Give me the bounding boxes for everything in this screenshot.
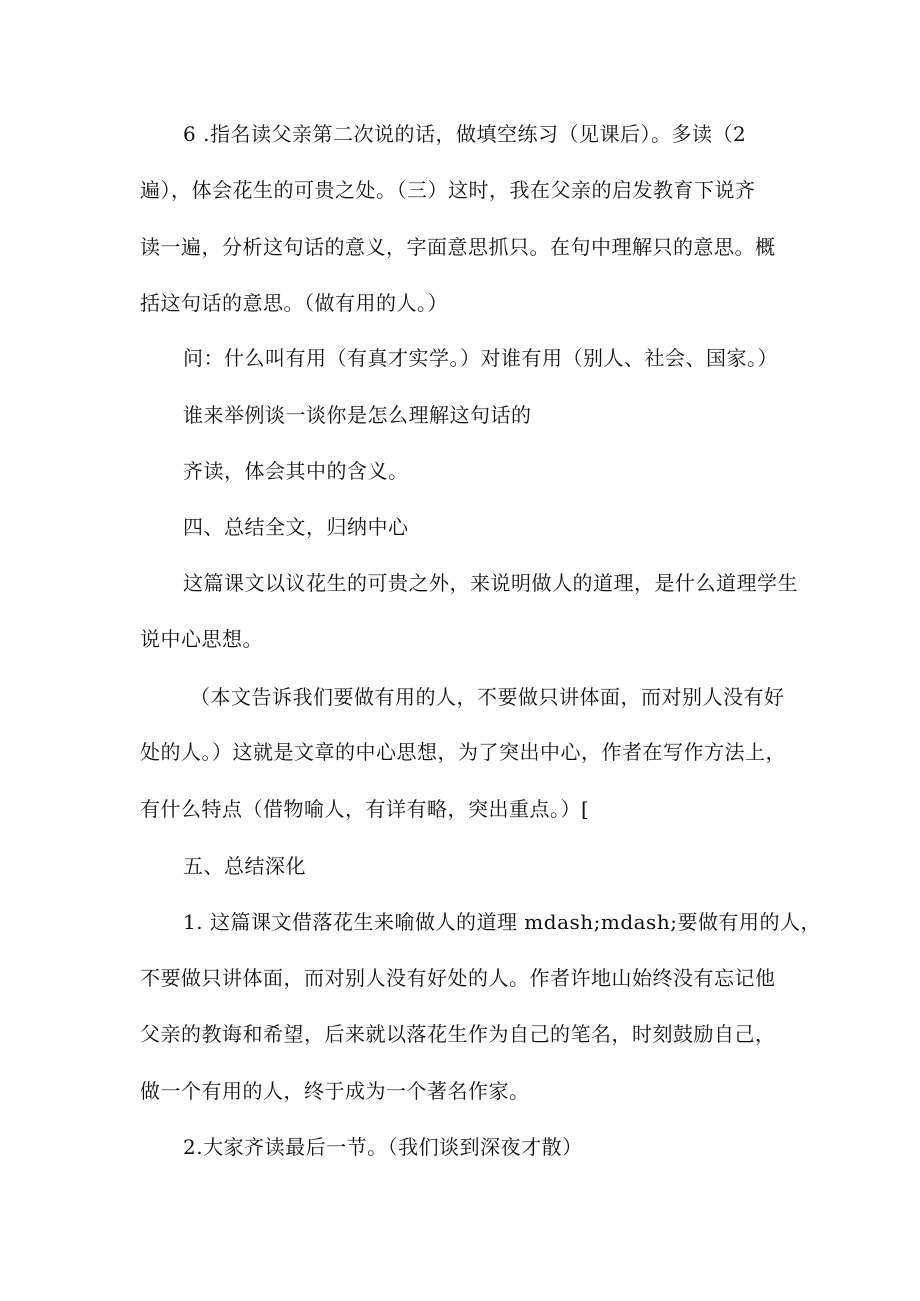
text-line-7: 齐读，体会其中的含义。 <box>183 459 409 483</box>
text-line-17: 父亲的教诲和希望，后来就以落花生作为自己的笔名，时刻鼓励自己， <box>140 1022 776 1046</box>
text-line-9: 这篇课文以议花生的可贵之外，来说明做人的道理，是什么道理学生 <box>183 571 798 595</box>
text-line-13: 有什么特点（借物喻人，有详有略，突出重点。）[ <box>140 797 590 821</box>
text-line-4: 括这句话的意思。（做有用的人。） <box>140 291 448 315</box>
text-line-12: 处的人。）这就是文章的中心思想，为了突出中心，作者在写作方法上， <box>140 740 786 764</box>
text-line-6: 谁来举例谈一谈你是怎么理解这句话的 <box>183 403 532 427</box>
text-line-3: 读一遍，分析这句话的意义，字面意思抓只。在句中理解只的意思。概 <box>140 235 776 259</box>
text-line-16: 不要做只讲体面，而对别人没有好处的人。作者许地山始终没有忘记他 <box>140 966 776 990</box>
section-heading-4: 四、总结全文，归纳中心 <box>183 515 409 539</box>
text-line-5: 问：什么叫有用（有真才实学。）对谁有用（别人、社会、国家。） <box>183 346 778 370</box>
text-line-1: 6 .指名读父亲第二次说的话，做填空练习（见课后）。多读（2 <box>183 122 747 146</box>
text-line-19: 2.大家齐读最后一节。（我们谈到深夜才散） <box>183 1135 583 1159</box>
text-line-10: 说中心思想。 <box>140 627 263 651</box>
text-line-18: 做一个有用的人，终于成为一个著名作家。 <box>140 1079 530 1103</box>
text-line-11: （本文告诉我们要做有用的人，不要做只讲体面，而对别人没有好 <box>190 685 785 709</box>
text-line-15: 1. 这篇课文借落花生来喻做人的道理 mdash;mdash;要做有用的人， <box>183 910 821 934</box>
text-line-2: 遍），体会花生的可贵之处。（三）这时，我在父亲的启发教育下说齐 <box>140 178 756 202</box>
section-heading-5: 五、总结深化 <box>183 854 306 878</box>
